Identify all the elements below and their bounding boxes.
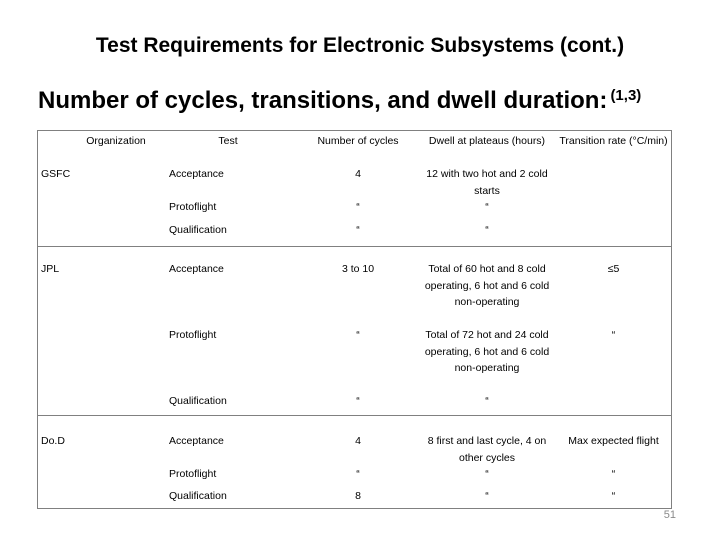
requirements-table	[37, 130, 672, 509]
rate-cell: “	[611, 468, 616, 480]
cycles-cell: 8	[355, 490, 361, 502]
test-cell: Acceptance	[169, 168, 224, 180]
subtitle-reference: (1,3)	[610, 87, 642, 104]
cycles-cell: “	[356, 201, 360, 213]
test-cell: Qualification	[169, 224, 227, 236]
test-cell: Protoflight	[169, 329, 217, 341]
cycles-cell: “	[356, 329, 360, 341]
org-gsfc: GSFC	[41, 168, 71, 180]
test-cell: Protoflight	[169, 468, 217, 480]
cycles-cell: 3 to 10	[341, 263, 375, 275]
row-separator	[38, 415, 671, 416]
dwell-cell: “	[485, 224, 489, 236]
test-cell: Acceptance	[169, 435, 224, 447]
page-number: 51	[663, 509, 676, 521]
dwell-cell: Total of 72 hot and 24 cold operating, 6 hot and 6 cold non-operating	[424, 329, 550, 374]
cycles-cell: 4	[355, 435, 361, 447]
row-separator	[38, 246, 671, 247]
header-organization: Organization	[86, 135, 146, 147]
cycles-cell: “	[356, 224, 360, 236]
org-dod: Do.D	[41, 435, 65, 447]
header-cycles: Number of cycles	[317, 135, 399, 147]
test-cell: Protoflight	[169, 201, 217, 213]
test-cell: Qualification	[169, 395, 227, 407]
header-test: Test	[218, 135, 238, 147]
header-dwell: Dwell at plateaus (hours)	[428, 135, 546, 147]
rate-cell: ≤5	[607, 263, 620, 275]
test-cell: Qualification	[169, 490, 227, 502]
dwell-cell: “	[485, 468, 489, 480]
dwell-cell: “	[485, 201, 489, 213]
header-rate: Transition rate (°C/min)	[559, 135, 668, 147]
slide-subtitle	[38, 87, 641, 115]
dwell-cell: 8 first and last cycle, 4 on other cycles	[427, 435, 547, 464]
dwell-cell: 12 with two hot and 2 cold starts	[426, 168, 548, 197]
dwell-cell: “	[485, 490, 489, 502]
rate-cell: Max expected flight	[568, 435, 659, 447]
test-cell: Acceptance	[169, 263, 224, 275]
dwell-cell: Total of 60 hot and 8 cold operating, 6 hot and 6 cold non-operating	[424, 263, 550, 308]
cycles-cell: “	[356, 468, 360, 480]
subtitle-text: Number of cycles, transitions, and dwell duration:	[38, 87, 608, 114]
rate-cell: “	[611, 490, 616, 502]
slide-title: Test Requirements for Electronic Subsystems (cont.)	[95, 34, 625, 57]
org-jpl: JPL	[41, 263, 60, 275]
cycles-cell: “	[356, 395, 360, 407]
dwell-cell: “	[485, 395, 489, 407]
rate-cell: “	[611, 329, 616, 341]
cycles-cell: 4	[355, 168, 361, 180]
